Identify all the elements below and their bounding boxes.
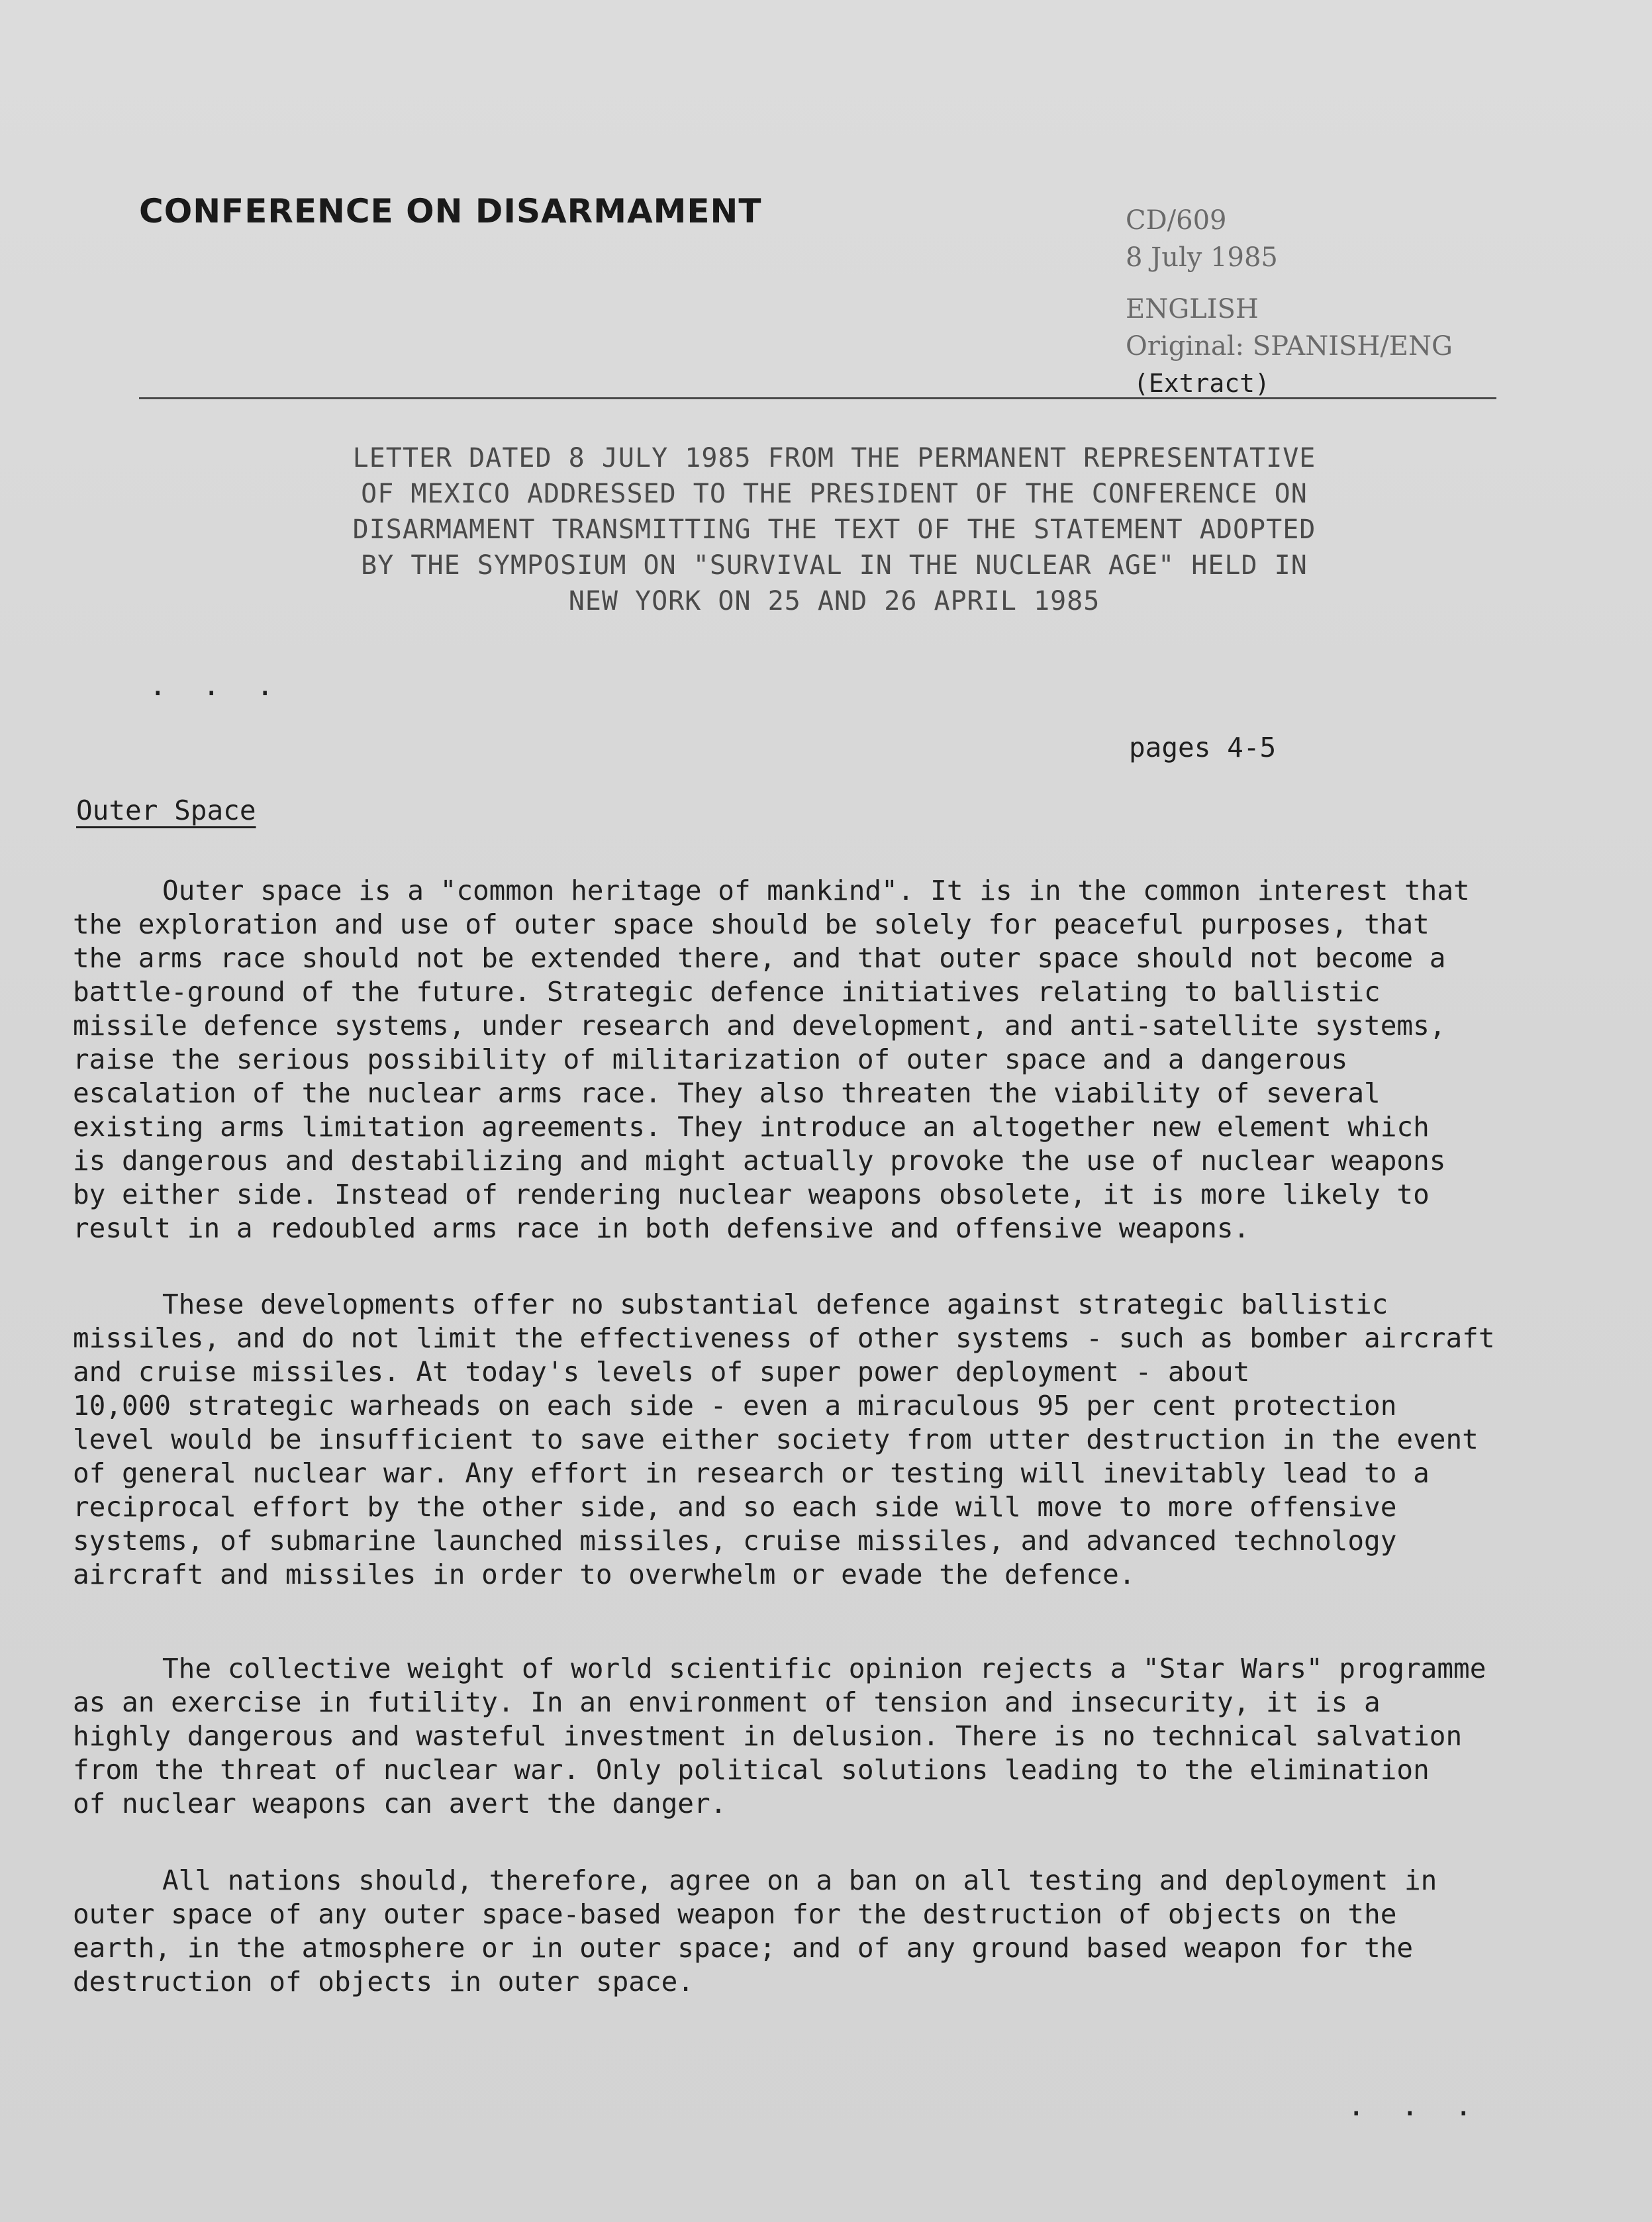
text-line: of general nuclear war. Any effort in research or testing will inevitably lead to a: [73, 1457, 1430, 1489]
original-language: Original: SPANISH/ENG: [1126, 331, 1453, 362]
pages-reference: pages 4-5: [1129, 732, 1277, 763]
text-line: highly dangerous and wasteful investment in delusion. There is no technical salvation: [73, 1720, 1463, 1752]
text-line: the arms race should not be extended there, and that outer space should not become a: [73, 942, 1446, 974]
text-line: Outer space is a "common heritage of mankind". It is in the common interest that: [162, 875, 1470, 906]
organization-title: CONFERENCE ON DISARMAMENT: [139, 192, 762, 230]
text-line: from the threat of nuclear war. Only political solutions leading to the elimination: [73, 1754, 1430, 1786]
paragraph-3: [73, 1652, 1486, 1821]
text-line: destruction of objects in outer space.: [73, 1966, 694, 1998]
text-line: systems, of submarine launched missiles, cruise missiles, and advanced technology: [73, 1525, 1397, 1557]
subject-line: BY THE SYMPOSIUM ON "SURVIVAL IN THE NUCLEAR AGE" HELD IN: [361, 550, 1308, 581]
text-line: escalation of the nuclear arms race. They also threaten the viability of several: [73, 1077, 1381, 1109]
text-line: and cruise missiles. At today's levels of super power deployment - about: [73, 1356, 1250, 1388]
text-line: raise the serious possibility of militarization of outer space and a dangerous: [73, 1043, 1348, 1075]
header-divider: [139, 397, 1496, 399]
omission-marker-top: . . .: [149, 669, 283, 702]
text-line: result in a redoubled arms race in both defensive and offensive weapons.: [73, 1212, 1250, 1244]
subject-line: OF MEXICO ADDRESSED TO THE PRESIDENT OF THE CONFERENCE ON: [361, 479, 1308, 509]
text-line: reciprocal effort by the other side, and so each side will move to more offensive: [73, 1491, 1397, 1523]
text-line: the exploration and use of outer space should be solely for peaceful purposes, that: [73, 908, 1430, 940]
omission-marker-bottom: . . .: [1347, 2089, 1482, 2123]
text-line: as an exercise in futility. In an environment of tension and insecurity, it is a: [73, 1686, 1381, 1718]
paragraph-4: [73, 1864, 1437, 1999]
document-date: 8 July 1985: [1126, 242, 1278, 273]
text-line: earth, in the atmosphere or in outer space; and of any ground based weapon for the: [73, 1932, 1414, 1964]
paragraph-1: [73, 874, 1470, 1245]
text-line: These developments offer no substantial defence against strategic ballistic: [162, 1288, 1388, 1320]
document-symbol: CD/609: [1126, 205, 1227, 236]
subject-line: NEW YORK ON 25 AND 26 APRIL 1985: [568, 586, 1100, 616]
text-line: aircraft and missiles in order to overwhelm or evade the defence.: [73, 1559, 1136, 1590]
text-line: outer space of any outer space-based weapon for the destruction of objects on the: [73, 1898, 1397, 1930]
section-heading: Outer Space: [76, 795, 256, 826]
text-line: The collective weight of world scientific opinion rejects a "Star Wars" programme: [162, 1653, 1486, 1684]
text-line: battle-ground of the future. Strategic defence initiatives relating to ballistic: [73, 976, 1381, 1008]
text-line: of nuclear weapons can avert the danger.: [73, 1788, 727, 1819]
text-line: is dangerous and destabilizing and might actually provoke the use of nuclear weapons: [73, 1145, 1446, 1177]
text-line: by either side. Instead of rendering nuclear weapons obsolete, it is more likely to: [73, 1179, 1430, 1210]
text-line: missiles, and do not limit the effectiveness of other systems - such as bomber aircraft: [73, 1322, 1495, 1354]
text-line: missile defence systems, under research and development, and anti-satellite systems,: [73, 1010, 1446, 1041]
subject-line: LETTER DATED 8 JULY 1985 FROM THE PERMANENT REPRESENTATIVE: [352, 443, 1316, 473]
text-line: 10,000 strategic warheads on each side - even a miraculous 95 per cent protection: [73, 1390, 1397, 1422]
document-metadata: [1126, 202, 1453, 402]
letter-subject: [318, 440, 1351, 619]
extract-label: (Extract): [1134, 369, 1270, 398]
paragraph-2: [73, 1288, 1495, 1592]
subject-line: DISARMAMENT TRANSMITTING THE TEXT OF THE STATEMENT ADOPTED: [352, 514, 1316, 545]
text-line: existing arms limitation agreements. They introduce an altogether new element which: [73, 1111, 1430, 1143]
document-language: ENGLISH: [1126, 294, 1259, 324]
text-line: All nations should, therefore, agree on a ban on all testing and deployment in: [162, 1864, 1437, 1896]
text-line: level would be insufficient to save either society from utter destruction in the event: [73, 1424, 1479, 1455]
